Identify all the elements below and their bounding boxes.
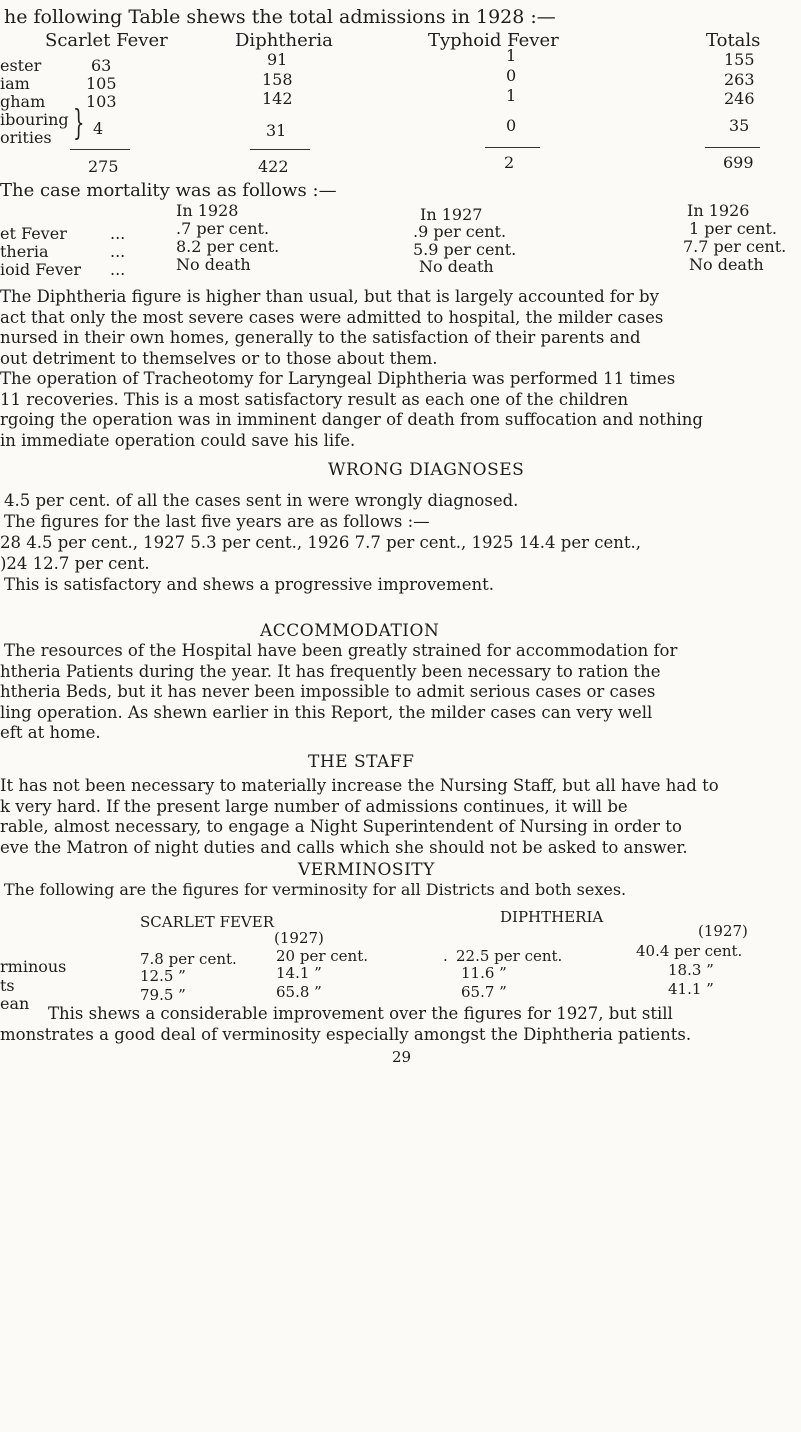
d-1927: 41.1 ” <box>668 980 714 998</box>
text-line: It has not been necessary to materially increase the Nursing Staff, but all have had to <box>0 776 719 795</box>
mortality-1926: 7.7 per cent. <box>683 237 787 256</box>
intro-line: he following Table shews the total admissions in 1928 :— <box>4 6 556 28</box>
cell-diphtheria: 142 <box>262 89 293 108</box>
text-line: 4.5 per cent. of all the cases sent in were wrongly diagnosed. <box>4 491 519 510</box>
mortality-disease: theria <box>0 242 49 261</box>
text-line: This is satisfactory and shews a progressive improvement. <box>4 575 494 594</box>
mortality-1927: .9 per cent. <box>413 222 507 241</box>
text-line: k very hard. If the present large number of admissions continues, it will be <box>0 796 628 816</box>
verminosity-closing <box>0 1004 801 1045</box>
mortality-disease: et Fever <box>0 224 67 243</box>
total-typhoid: 2 <box>504 153 515 172</box>
text-line: 28 4.5 per cent., 1927 5.3 per cent., 1926 7.7 per cent., 1925 14.4 per cent., <box>0 533 641 552</box>
cell-typhoid: 0 <box>506 116 517 135</box>
text-line: monstrates a good deal of verminosity especially amongst the Diphtheria patients. <box>0 1024 692 1044</box>
text-line: The Diphtheria figure is higher than usual, but that is largely accounted for by <box>0 287 659 306</box>
total-overall: 699 <box>723 153 754 172</box>
d-1927: 18.3 ” <box>668 961 714 979</box>
mortality-1927: No death <box>419 257 494 276</box>
col-header-scarlet: Scarlet Fever <box>45 30 168 51</box>
mortality-1928: .7 per cent. <box>176 219 270 238</box>
section-heading-wrong-diagnoses: WRONG DIAGNOSES <box>328 460 525 480</box>
sf-1928: 12.5 ” <box>140 967 186 985</box>
mortality-1926: 1 per cent. <box>689 219 777 238</box>
section-heading-verminosity: VERMINOSITY <box>298 860 435 880</box>
row-district: ester <box>0 56 42 75</box>
verminosity-label: ean <box>0 994 30 1013</box>
cell-scarlet: 105 <box>86 74 117 93</box>
divider <box>705 147 760 148</box>
d-1928: 22.5 per cent. <box>456 947 563 965</box>
d-1928: 11.6 ” <box>461 964 507 982</box>
col-header-scarlet-fever: SCARLET FEVER <box>140 913 274 931</box>
year-header: In 1926 <box>687 201 750 220</box>
text-line: ling operation. As shewn earlier in this Report, the milder cases can very well <box>0 702 653 722</box>
d-1927: 40.4 per cent. <box>636 942 743 960</box>
cell-scarlet: 103 <box>86 92 117 111</box>
text-line: The operation of Tracheotomy for Laryngeal Diphtheria was performed 11 times <box>0 369 676 388</box>
mortality-1926: No death <box>689 255 764 274</box>
sf-1928: 79.5 ” <box>140 986 186 1004</box>
text-line: eve the Matron of night duties and calls which she should not be asked to answer. <box>0 837 688 857</box>
sf-1928: 7.8 per cent. <box>140 950 237 968</box>
section-heading-staff: THE STAFF <box>308 752 415 772</box>
cell-diphtheria: 31 <box>266 121 287 140</box>
dash: · <box>443 951 448 969</box>
year-header: In 1927 <box>420 205 483 224</box>
cell-diphtheria: 91 <box>267 50 288 69</box>
divider <box>70 149 130 150</box>
cell-typhoid: 1 <box>506 86 517 105</box>
text-line: htheria Beds, but it has never been impossible to admit serious cases or cases <box>0 682 656 701</box>
text-line: rable, almost necessary, to engage a Night Superintendent of Nursing in order to <box>0 817 682 836</box>
text-line: 11 recoveries. This is a most satisfactory result as each one of the children <box>0 389 629 409</box>
text-line: This shews a considerable improvement over the figures for 1927, but still <box>48 1004 673 1023</box>
text-line: eft at home. <box>0 723 101 742</box>
cell-scarlet: 4 <box>93 119 104 138</box>
tracheotomy-paragraph <box>0 369 801 451</box>
cell-total: 246 <box>724 89 755 108</box>
d-1928: 65.7 ” <box>461 983 507 1001</box>
divider <box>485 147 540 148</box>
accommodation-paragraph <box>0 641 801 744</box>
mortality-1928: No death <box>176 255 251 274</box>
verminosity-intro: The following are the figures for verminosity for all Districts and both sexes. <box>4 880 627 899</box>
sf-1927: 65.8 ” <box>276 983 322 1001</box>
section-heading-accommodation: ACCOMMODATION <box>260 621 440 641</box>
cell-typhoid: 1 <box>506 46 517 65</box>
cell-total: 35 <box>729 116 750 135</box>
cell-total: 155 <box>724 50 755 69</box>
page-number: 29 <box>392 1048 412 1066</box>
text-line: The figures for the last five years are as follows :— <box>4 512 430 531</box>
mortality-disease: ioid Fever <box>0 260 82 279</box>
total-scarlet: 275 <box>88 157 119 176</box>
cell-typhoid: 0 <box>506 66 517 85</box>
mortality-1928: 8.2 per cent. <box>176 237 280 256</box>
col-header-totals: Totals <box>706 30 761 51</box>
cell-scarlet: 63 <box>91 56 112 75</box>
year-header: In 1928 <box>176 201 239 220</box>
cell-total: 263 <box>724 70 755 89</box>
col-header-diphtheria: Diphtheria <box>235 30 333 51</box>
text-line: )24 12.7 per cent. <box>0 554 150 573</box>
row-district: gham <box>0 92 46 111</box>
mortality-intro: The case mortality was as follows :— <box>0 180 337 201</box>
text-line: htheria Patients during the year. It has frequently been necessary to ration the <box>0 661 661 681</box>
col-year: (1927) <box>274 929 324 947</box>
row-district: ibouring <box>0 110 69 129</box>
row-district-continued: orities <box>0 128 52 147</box>
leader-dots: ... <box>110 242 126 261</box>
row-district: iam <box>0 74 30 93</box>
col-header-typhoid: Typhoid Fever <box>428 30 559 51</box>
wrong-diagnoses-paragraph <box>0 490 801 595</box>
total-diphtheria: 422 <box>258 157 289 176</box>
divider <box>250 149 310 150</box>
text-line: in immediate operation could save his life. <box>0 430 356 450</box>
text-line: rgoing the operation was in imminent danger of death from suffocation and nothing <box>0 410 703 429</box>
text-line: act that only the most severe cases were admitted to hospital, the milder cases <box>0 307 664 327</box>
cell-diphtheria: 158 <box>262 70 293 89</box>
sf-1927: 20 per cent. <box>276 947 369 965</box>
mortality-1927: 5.9 per cent. <box>413 240 517 259</box>
text-line: out detriment to themselves or to those about them. <box>0 348 438 368</box>
verminosity-label: ts <box>0 976 15 995</box>
leader-dots: ... <box>110 260 126 279</box>
verminosity-label: rminous <box>0 957 67 976</box>
staff-paragraph <box>0 776 801 858</box>
leader-dots: ... <box>110 224 126 243</box>
col-year: (1927) <box>698 922 748 940</box>
brace-icon: } <box>73 104 85 144</box>
diphtheria-paragraph <box>0 287 801 369</box>
col-header-diphtheria: DIPHTHERIA <box>500 908 604 926</box>
sf-1927: 14.1 ” <box>276 964 322 982</box>
text-line: The resources of the Hospital have been greatly strained for accommodation for <box>4 641 678 660</box>
text-line: nursed in their own homes, generally to the satisfaction of their parents and <box>0 328 641 347</box>
